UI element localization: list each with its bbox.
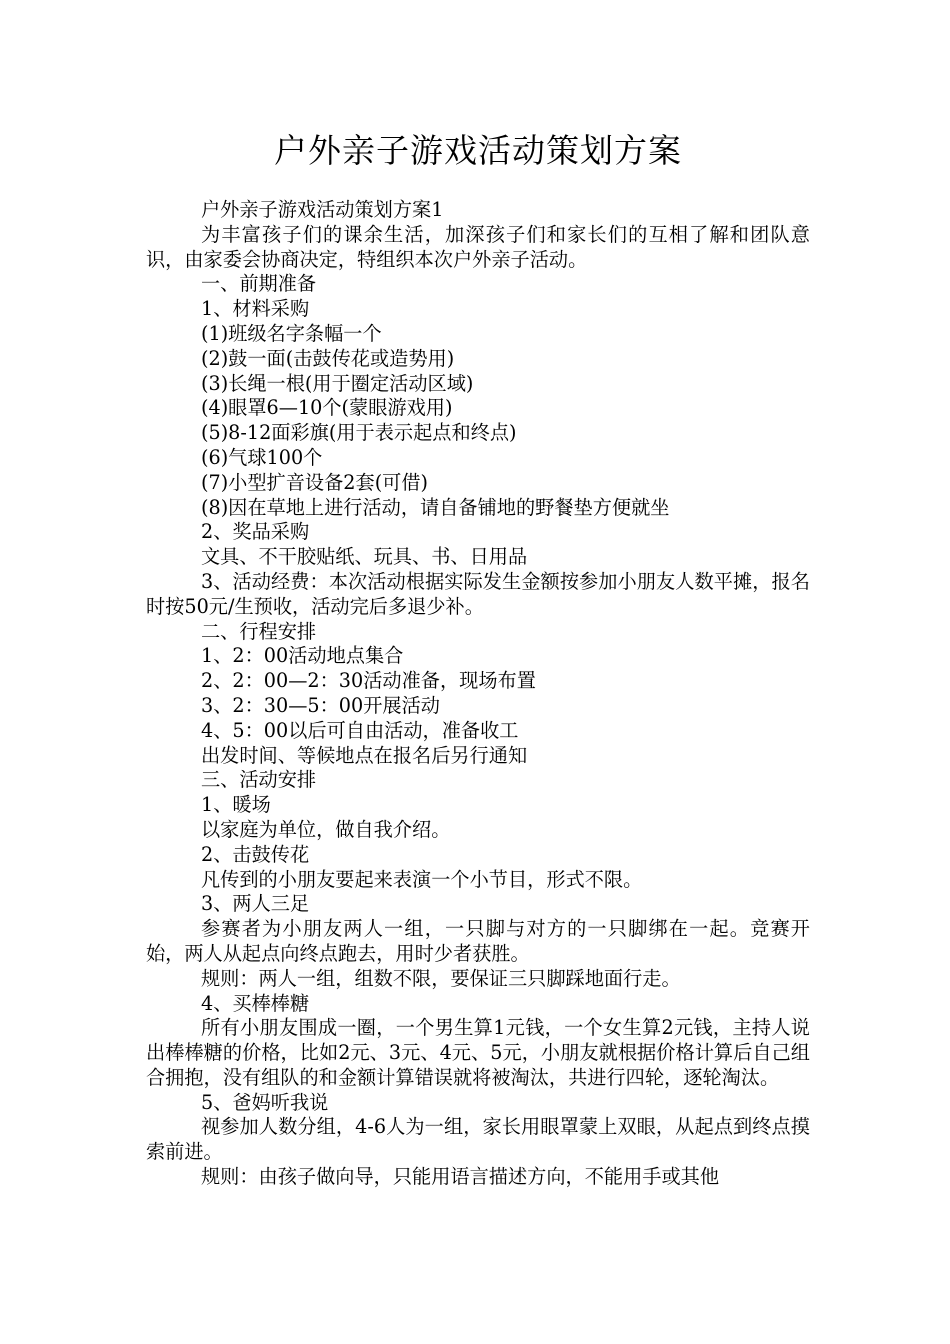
paragraph: (8)因在草地上进行活动，请自备铺地的野餐垫方便就坐 [201, 495, 670, 519]
paragraph: 文具、不干胶贴纸、玩具、书、日用品 [201, 545, 528, 569]
paragraph: 凡传到的小朋友要起来表演一个小节目，形式不限。 [201, 867, 643, 891]
paragraph: (7)小型扩音设备2套(可借) [201, 470, 429, 494]
paragraph: 3、两人三足 [201, 892, 310, 916]
paragraph: (1)班级名字条幅一个 [201, 321, 382, 345]
document-page [146, 0, 810, 1190]
paragraph: 1、材料采购 [201, 297, 310, 321]
paragraph: 为丰富孩子们的课余生活，加深孩子们和家长们的互相了解和团队意识，由家委会协商决定，特组织本次户外亲子活动。 [146, 222, 810, 271]
paragraph: 3、活动经费：本次活动根据实际发生金额按参加小朋友人数平摊，报名时按50元/生预收，活动完后多退少补。 [146, 569, 810, 618]
paragraph: 一、前期准备 [201, 272, 317, 296]
paragraph: (4)眼罩6—10个(蒙眼游戏用) [201, 396, 453, 420]
document-title: 户外亲子游戏活动策划方案 [274, 131, 682, 170]
paragraph: (5)8-12面彩旗(用于表示起点和终点) [201, 421, 517, 445]
paragraph: 规则：两人一组，组数不限，要保证三只脚踩地面行走。 [201, 966, 681, 990]
paragraph: 二、行程安排 [201, 619, 317, 643]
paragraph: 1、暖场 [201, 793, 271, 817]
paragraph: 1、2：00活动地点集合 [201, 644, 404, 668]
paragraph: 以家庭为单位，做自我介绍。 [201, 817, 451, 841]
paragraph: 4、5：00以后可自由活动，准备收工 [201, 718, 519, 742]
paragraph: 4、买棒棒糖 [201, 991, 310, 1015]
paragraph: 3、2：30—5：00开展活动 [201, 693, 440, 717]
paragraph: 户外亲子游戏活动策划方案1 [201, 198, 444, 221]
paragraph: 5、爸妈听我说 [201, 1090, 329, 1114]
paragraph: 2、奖品采购 [201, 520, 310, 544]
document-body [146, 198, 810, 1190]
paragraph: 2、击鼓传花 [201, 842, 310, 866]
paragraph: (2)鼓一面(击鼓传花或造势用) [201, 346, 455, 370]
paragraph: 规则：由孩子做向导，只能用语言描述方向，不能用手或其他 [201, 1165, 720, 1189]
paragraph: 出发时间、等候地点在报名后另行通知 [201, 743, 528, 767]
paragraph: 2、2：00—2：30活动准备，现场布置 [201, 669, 536, 693]
paragraph: 参赛者为小朋友两人一组，一只脚与对方的一只脚绑在一起。竞赛开始，两人从起点向终点跑去，用时少者获胜。 [146, 917, 810, 965]
paragraph: (3)长绳一根(用于圈定活动区域) [201, 371, 474, 395]
paragraph: 三、活动安排 [201, 768, 317, 792]
paragraph: (6)气球100个 [201, 445, 323, 469]
paragraph: 所有小朋友围成一圈，一个男生算1元钱，一个女生算2元钱，主持人说出棒棒糖的价格，比如2元、3元、4元、5元，小朋友就根据价格计算后自己组合拥抱，没有组队的和金额计算错误就将被淘汰，共进行四轮，逐轮淘汰。 [146, 1016, 810, 1089]
paragraph: 视参加人数分组，4-6人为一组，家长用眼罩蒙上双眼，从起点到终点摸索前进。 [146, 1115, 810, 1164]
